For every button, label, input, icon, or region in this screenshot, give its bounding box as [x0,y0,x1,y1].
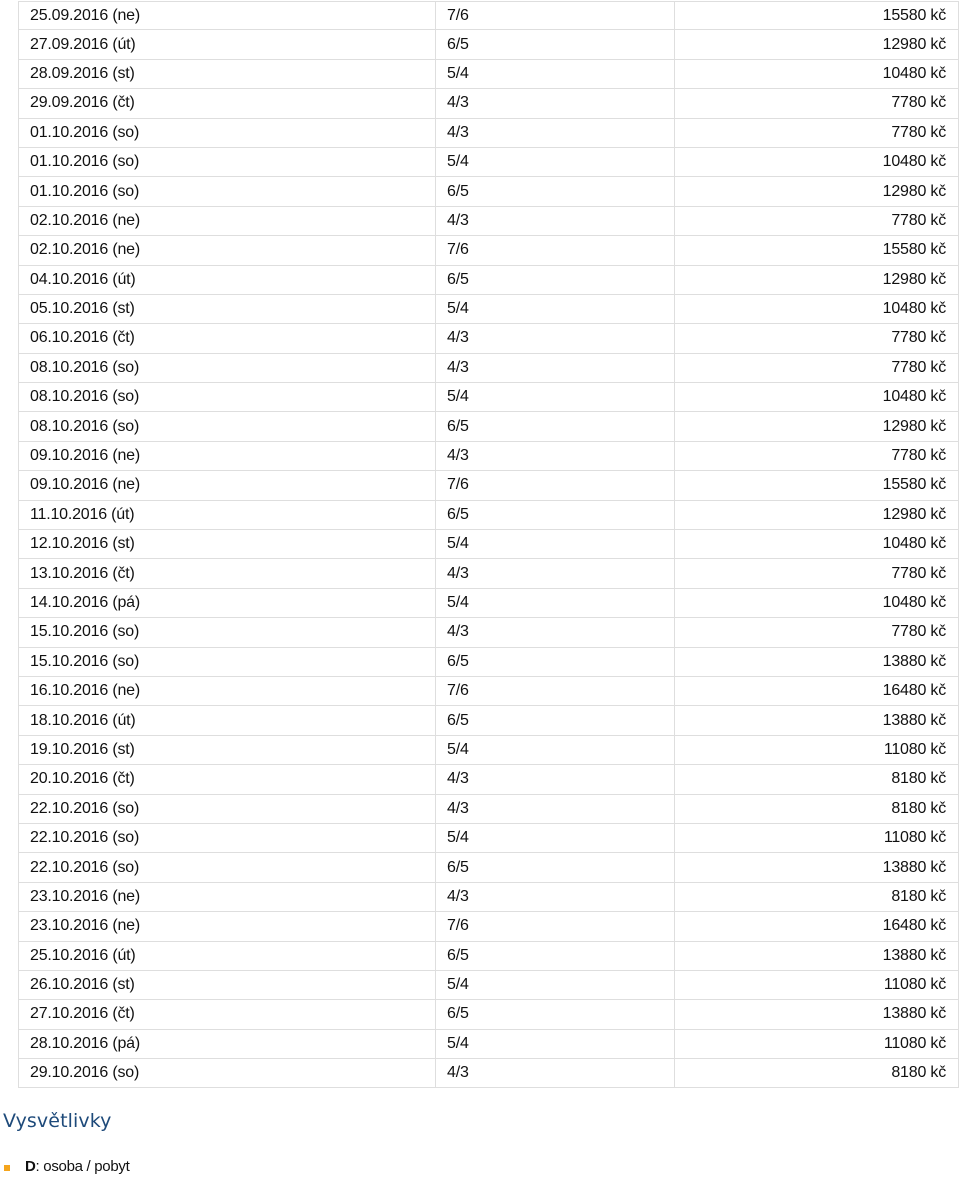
price-cell: 7780 kč [675,89,959,118]
table-row [18,677,959,706]
capacity-cell: 4/3 [436,354,675,383]
price-cell: 10480 kč [675,530,959,559]
date-cell: 08.10.2016 (so) [18,412,436,441]
table-row [18,589,959,618]
date-cell: 26.10.2016 (st) [18,971,436,1000]
table-row [18,383,959,412]
capacity-cell: 5/4 [436,736,675,765]
table-row [18,207,959,236]
date-cell: 08.10.2016 (so) [18,383,436,412]
capacity-cell: 7/6 [436,677,675,706]
capacity-cell: 4/3 [436,442,675,471]
date-cell: 29.10.2016 (so) [18,1059,436,1088]
capacity-cell: 6/5 [436,1000,675,1029]
table-row [18,471,959,500]
date-cell: 01.10.2016 (so) [18,148,436,177]
price-cell: 10480 kč [675,60,959,89]
capacity-cell: 4/3 [436,119,675,148]
table-row [18,148,959,177]
table-row [18,266,959,295]
capacity-cell: 6/5 [436,648,675,677]
price-cell: 10480 kč [675,589,959,618]
table-row [18,824,959,853]
capacity-cell: 5/4 [436,824,675,853]
table-row [18,706,959,735]
capacity-cell: 4/3 [436,795,675,824]
square-bullet-icon [4,1165,10,1171]
price-cell: 10480 kč [675,383,959,412]
table-row [18,1,959,30]
table-row [18,942,959,971]
table-row [18,559,959,588]
date-cell: 15.10.2016 (so) [18,648,436,677]
price-cell: 13880 kč [675,853,959,882]
capacity-cell: 6/5 [436,412,675,441]
legend-item [4,1158,129,1175]
price-cell: 11080 kč [675,824,959,853]
capacity-cell: 7/6 [436,236,675,265]
price-cell: 8180 kč [675,1059,959,1088]
price-cell: 12980 kč [675,30,959,59]
capacity-cell: 5/4 [436,971,675,1000]
price-cell: 13880 kč [675,706,959,735]
date-cell: 18.10.2016 (út) [18,706,436,735]
price-cell: 12980 kč [675,501,959,530]
price-cell: 7780 kč [675,207,959,236]
capacity-cell: 6/5 [436,266,675,295]
capacity-cell: 5/4 [436,1030,675,1059]
date-cell: 13.10.2016 (čt) [18,559,436,588]
capacity-cell: 4/3 [436,324,675,353]
date-cell: 22.10.2016 (so) [18,853,436,882]
price-cell: 7780 kč [675,618,959,647]
price-cell: 8180 kč [675,883,959,912]
table-row [18,853,959,882]
capacity-cell: 4/3 [436,207,675,236]
capacity-cell: 6/5 [436,30,675,59]
table-row [18,883,959,912]
price-cell: 7780 kč [675,119,959,148]
capacity-cell: 5/4 [436,60,675,89]
price-cell: 7780 kč [675,324,959,353]
price-cell: 10480 kč [675,148,959,177]
capacity-cell: 4/3 [436,883,675,912]
capacity-cell: 4/3 [436,89,675,118]
capacity-cell: 4/3 [436,765,675,794]
price-cell: 16480 kč [675,912,959,941]
table-row [18,648,959,677]
date-cell: 06.10.2016 (čt) [18,324,436,353]
table-row [18,736,959,765]
date-cell: 15.10.2016 (so) [18,618,436,647]
date-cell: 29.09.2016 (čt) [18,89,436,118]
capacity-cell: 5/4 [436,295,675,324]
price-cell: 13880 kč [675,1000,959,1029]
table-row [18,177,959,206]
capacity-cell: 6/5 [436,942,675,971]
date-cell: 01.10.2016 (so) [18,119,436,148]
capacity-cell: 5/4 [436,383,675,412]
table-row [18,236,959,265]
table-row [18,971,959,1000]
price-cell: 11080 kč [675,971,959,1000]
date-cell: 14.10.2016 (pá) [18,589,436,618]
date-cell: 27.10.2016 (čt) [18,1000,436,1029]
price-cell: 15580 kč [675,1,959,30]
price-cell: 8180 kč [675,795,959,824]
date-cell: 11.10.2016 (út) [18,501,436,530]
capacity-cell: 6/5 [436,706,675,735]
date-cell: 20.10.2016 (čt) [18,765,436,794]
capacity-cell: 6/5 [436,501,675,530]
price-cell: 10480 kč [675,295,959,324]
date-cell: 22.10.2016 (so) [18,824,436,853]
price-cell: 12980 kč [675,412,959,441]
date-cell: 27.09.2016 (út) [18,30,436,59]
table-row [18,30,959,59]
date-cell: 28.09.2016 (st) [18,60,436,89]
table-row [18,618,959,647]
date-cell: 04.10.2016 (út) [18,266,436,295]
date-cell: 09.10.2016 (ne) [18,442,436,471]
date-cell: 19.10.2016 (st) [18,736,436,765]
table-row [18,1059,959,1088]
date-cell: 23.10.2016 (ne) [18,912,436,941]
price-cell: 15580 kč [675,471,959,500]
capacity-cell: 4/3 [436,1059,675,1088]
capacity-cell: 4/3 [436,559,675,588]
table-row [18,60,959,89]
table-row [18,1030,959,1059]
capacity-cell: 7/6 [436,912,675,941]
table-row [18,295,959,324]
date-cell: 25.09.2016 (ne) [18,1,436,30]
table-row [18,795,959,824]
capacity-cell: 4/3 [436,618,675,647]
date-cell: 02.10.2016 (ne) [18,236,436,265]
date-cell: 16.10.2016 (ne) [18,677,436,706]
table-row [18,442,959,471]
price-cell: 15580 kč [675,236,959,265]
table-row [18,354,959,383]
legend-key: D [25,1158,36,1175]
price-cell: 12980 kč [675,266,959,295]
date-cell: 09.10.2016 (ne) [18,471,436,500]
capacity-cell: 5/4 [436,589,675,618]
price-cell: 7780 kč [675,442,959,471]
table-row [18,912,959,941]
capacity-cell: 5/4 [436,148,675,177]
capacity-cell: 7/6 [436,471,675,500]
date-cell: 28.10.2016 (pá) [18,1030,436,1059]
date-cell: 08.10.2016 (so) [18,354,436,383]
table-row [18,412,959,441]
table-row [18,324,959,353]
price-table [18,1,959,1088]
price-cell: 13880 kč [675,648,959,677]
capacity-cell: 6/5 [436,853,675,882]
legend-text: osoba / pobyt [39,1158,130,1175]
table-row [18,765,959,794]
table-row [18,119,959,148]
price-cell: 7780 kč [675,354,959,383]
date-cell: 05.10.2016 (st) [18,295,436,324]
price-cell: 11080 kč [675,736,959,765]
price-cell: 8180 kč [675,765,959,794]
table-row [18,530,959,559]
price-cell: 16480 kč [675,677,959,706]
legend-title: Vysvětlivky [3,1110,112,1132]
date-cell: 02.10.2016 (ne) [18,207,436,236]
price-cell: 13880 kč [675,942,959,971]
date-cell: 12.10.2016 (st) [18,530,436,559]
price-cell: 11080 kč [675,1030,959,1059]
capacity-cell: 6/5 [436,177,675,206]
price-cell: 12980 kč [675,177,959,206]
price-table-body [18,1,959,1088]
table-row [18,1000,959,1029]
capacity-cell: 5/4 [436,530,675,559]
date-cell: 23.10.2016 (ne) [18,883,436,912]
date-cell: 01.10.2016 (so) [18,177,436,206]
date-cell: 22.10.2016 (so) [18,795,436,824]
price-cell: 7780 kč [675,559,959,588]
legend-separator: : [35,1158,40,1175]
date-cell: 25.10.2016 (út) [18,942,436,971]
table-row [18,501,959,530]
table-row [18,89,959,118]
capacity-cell: 7/6 [436,1,675,30]
